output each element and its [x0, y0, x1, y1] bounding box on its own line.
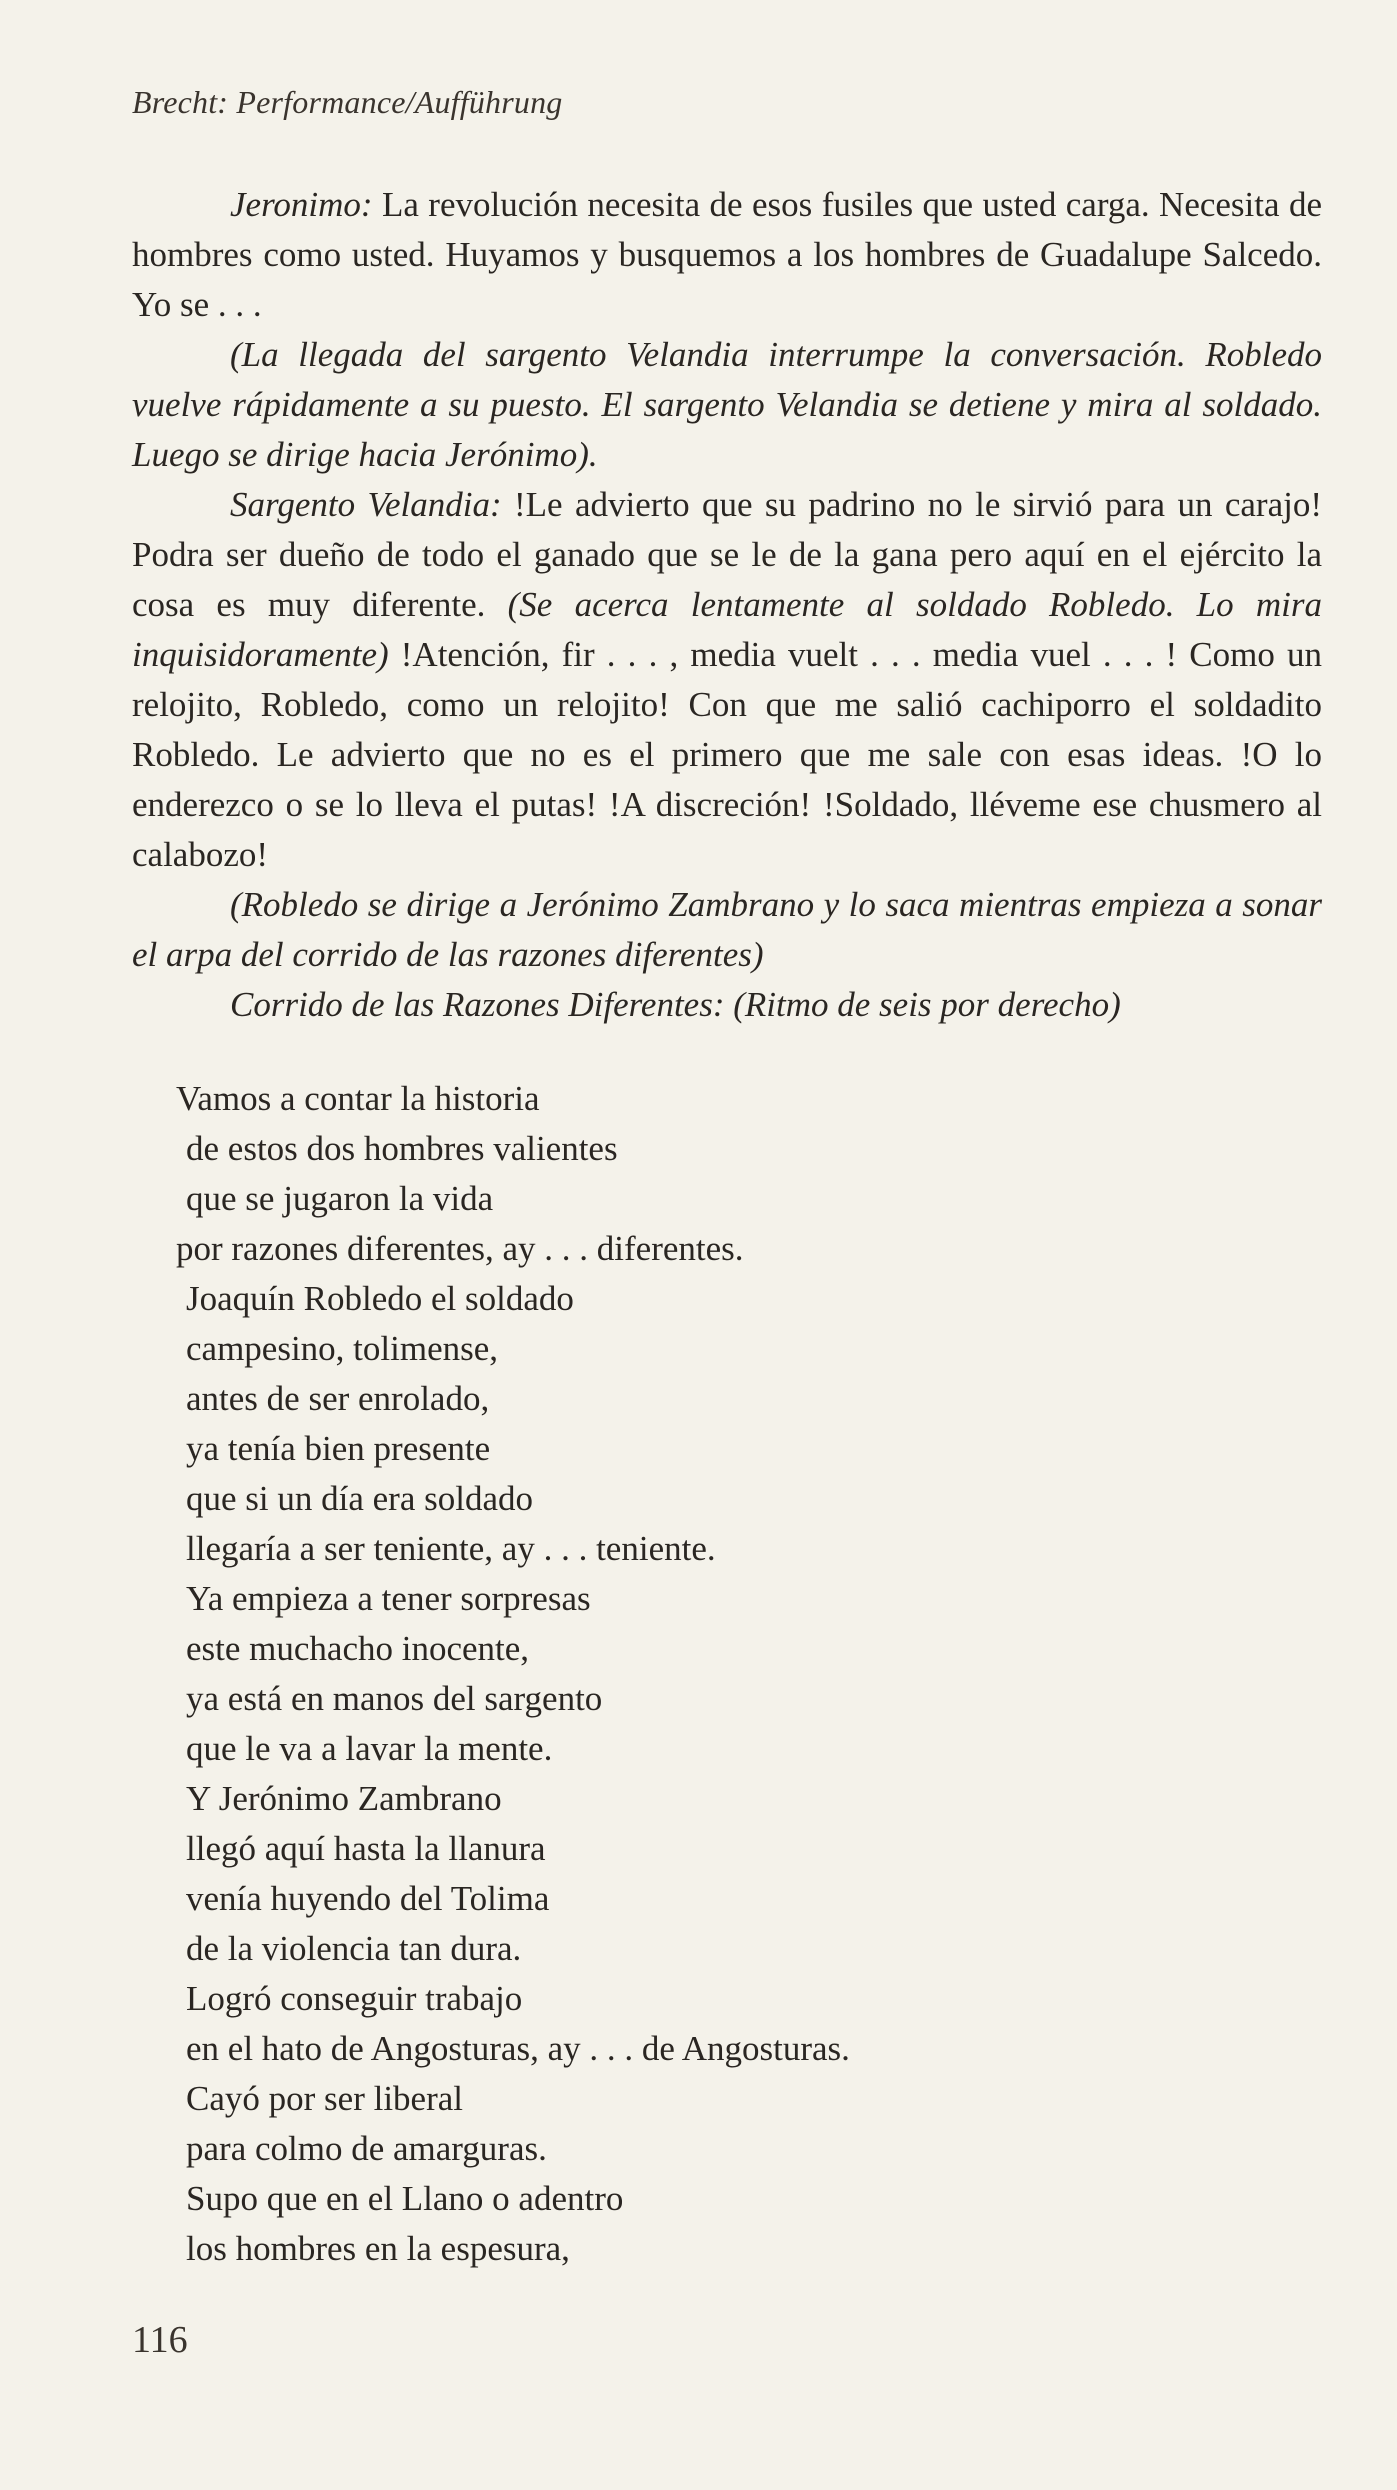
- verse-line: en el hato de Angosturas, ay . . . de Angosturas.: [186, 2029, 850, 2068]
- verse-line: los hombres en la espesura,: [186, 2229, 570, 2268]
- speaker-name: Jeronimo:: [230, 185, 373, 224]
- dialogue-body: [132, 180, 1322, 1030]
- verse-line: antes de ser enrolado,: [186, 1379, 490, 1418]
- paragraph-velandia: [132, 480, 1322, 880]
- stage-direction: (Robledo se dirige a Jerónimo Zambrano y lo saca mientras empieza a sonar el arpa del corrido de las razones diferentes): [132, 885, 1322, 974]
- paragraph-jeronimo: [132, 180, 1322, 330]
- verse-line: para colmo de amarguras.: [186, 2129, 547, 2168]
- verse-line: campesino, tolimense,: [186, 1329, 499, 1368]
- verse-line: Cayó por ser liberal: [186, 2079, 463, 2118]
- verse-line: Supo que en el Llano o adentro: [186, 2179, 624, 2218]
- verse-line: de la violencia tan dura.: [186, 1929, 522, 1968]
- verse-line: Joaquín Robledo el soldado: [186, 1279, 574, 1318]
- verse-line: que se jugaron la vida: [186, 1179, 494, 1218]
- verse-line: venía huyendo del Tolima: [186, 1879, 550, 1918]
- verse-line: llegó aquí hasta la llanura: [186, 1829, 546, 1868]
- verse-line: ya tenía bien presente: [186, 1429, 491, 1468]
- verse-line: de estos dos hombres valientes: [186, 1129, 618, 1168]
- song-heading: Corrido de las Razones Diferentes: (Ritmo de seis por derecho): [230, 985, 1121, 1024]
- verse-line: por razones diferentes, ay . . . diferentes.: [176, 1229, 744, 1268]
- song-verse: [176, 1074, 1176, 2274]
- dialogue-text: !Le advierto que su padrino no le sirvió para un carajo! Podra ser dueño de todo el ganado que se le de la gana pero aquí en el ejército la cosa es muy diferente.: [132, 485, 1322, 624]
- verse-line: Y Jerónimo Zambrano: [186, 1779, 502, 1818]
- inline-stage-direction: (Se acerca lentamente al soldado Robledo. Lo mira inquisidoramente): [132, 585, 1323, 674]
- verse-line: que si un día era soldado: [186, 1479, 533, 1518]
- dialogue-text: !Atención, fir . . . , media vuelt . . . media vuel . . . ! Como un relojito, Robledo, como un relojito! Con que me salió cachiporro el soldadito Robledo. Le advierto que no es el primero que me sale con esas ideas. !O lo enderezco o se lo lleva el putas! !A discreción! !Soldado, lléveme ese chusmero al calabozo!: [132, 635, 1322, 874]
- running-head: Brecht: Performance/Aufführung: [132, 84, 563, 120]
- stage-direction: (La llegada del sargento Velandia interrumpe la conversación. Robledo vuelve rápidamente a su puesto. El sargento Velandia se detiene y mira al soldado. Luego se dirige hacia Jerónimo).: [132, 335, 1322, 474]
- verse-line: Vamos a contar la historia: [176, 1079, 540, 1118]
- dialogue-text: La revolución necesita de esos fusiles que usted carga. Necesita de hombres como usted. Huyamos y busquemos a los hombres de Guadalupe Salcedo. Yo se . . .: [132, 185, 1322, 324]
- verse-line: Ya empieza a tener sorpresas: [186, 1579, 591, 1618]
- page-number: 116: [132, 2319, 188, 2361]
- verse-line: que le va a lavar la mente.: [186, 1729, 553, 1768]
- verse-line: ya está en manos del sargento: [186, 1679, 603, 1718]
- speaker-name: Sargento Velandia:: [230, 485, 502, 524]
- verse-line: Logró conseguir trabajo: [186, 1979, 523, 2018]
- verse-line: este muchacho inocente,: [186, 1629, 530, 1668]
- verse-line: llegaría a ser teniente, ay . . . teniente.: [186, 1529, 716, 1568]
